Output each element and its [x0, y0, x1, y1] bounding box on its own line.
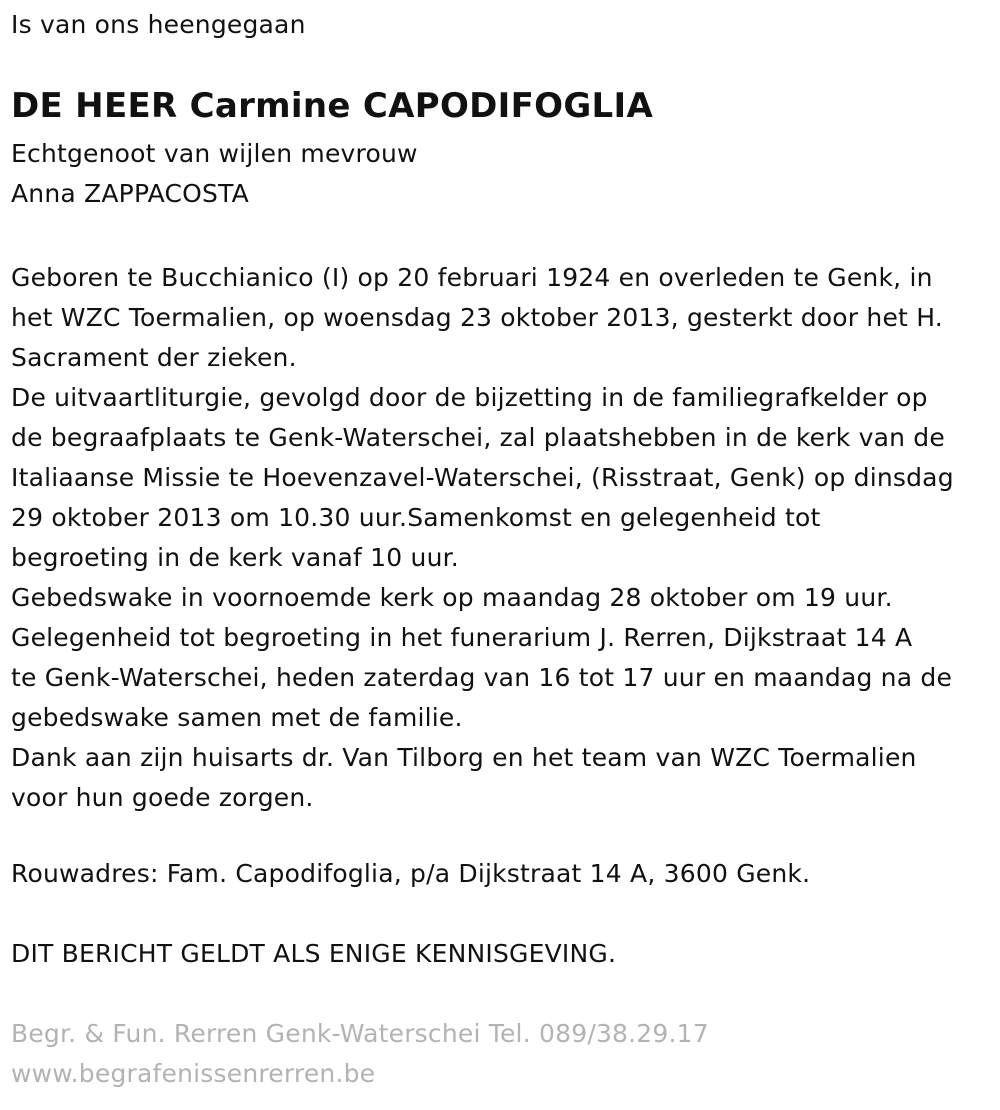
funeral-home-contact: Begr. & Fun. Rerren Genk-Waterschei Tel. 089/38.29.17 — [11, 1019, 709, 1048]
body-line: Gebedswake in voornoemde kerk op maandag 28 oktober om 19 uur. — [11, 583, 893, 612]
deceased-name: DE HEER Carmine CAPODIFOGLIA — [11, 86, 654, 126]
body-line: Italiaanse Missie te Hoevenzavel-Waterschei, (Risstraat, Genk) op dinsdag — [11, 463, 954, 492]
mourning-address: Rouwadres: Fam. Capodifoglia, p/a Dijkstraat 14 A, 3600 Genk. — [11, 859, 811, 888]
body-line: te Genk-Waterschei, heden zaterdag van 16 tot 17 uur en maandag na de — [11, 663, 953, 692]
body-line: De uitvaartliturgie, gevolgd door de bijzetting in de familiegrafkelder op — [11, 383, 928, 412]
body-line: Dank aan zijn huisarts dr. Van Tilborg en het team van WZC Toermalien — [11, 743, 917, 772]
body-line: Geboren te Bucchianico (I) op 20 februari 1924 en overleden te Genk, in — [11, 263, 933, 292]
spouse-line-2: Anna ZAPPACOSTA — [11, 179, 249, 208]
funeral-home-website: www.begrafenissenrerren.be — [11, 1059, 376, 1088]
body-line: gebedswake samen met de familie. — [11, 703, 463, 732]
body-line: de begraafplaats te Genk-Waterschei, zal plaatshebben in de kerk van de — [11, 423, 945, 452]
body-line: het WZC Toermalien, op woensdag 23 oktober 2013, gesterkt door het H. — [11, 303, 943, 332]
body-line: voor hun goede zorgen. — [11, 783, 314, 812]
body-line: Sacrament der zieken. — [11, 343, 297, 372]
body-line: begroeting in de kerk vanaf 10 uur. — [11, 543, 459, 572]
obituary-body — [11, 258, 996, 818]
body-line: 29 oktober 2013 om 10.30 uur.Samenkomst en gelegenheid tot — [11, 503, 821, 532]
official-notice: DIT BERICHT GELDT ALS ENIGE KENNISGEVING. — [11, 939, 617, 968]
spouse-line-1: Echtgenoot van wijlen mevrouw — [11, 139, 418, 168]
body-line: Gelegenheid tot begroeting in het funerarium J. Rerren, Dijkstraat 14 A — [11, 623, 913, 652]
intro-text: Is van ons heengegaan — [11, 10, 306, 39]
